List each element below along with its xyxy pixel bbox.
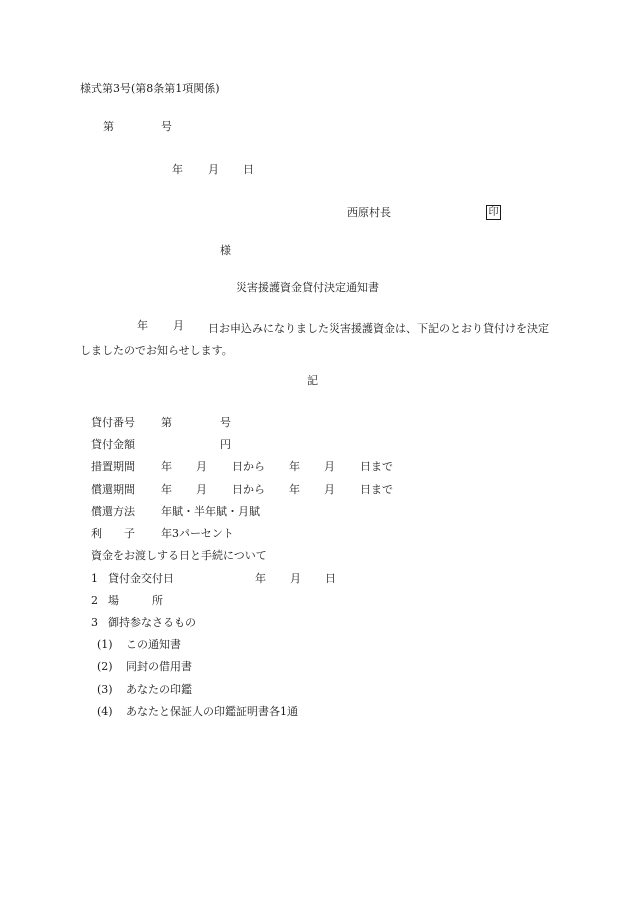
item1-label: 貸付金交付日 (108, 572, 174, 585)
item2-label: 場 所 (108, 594, 163, 607)
loan-number-label: 貸付番号 (91, 416, 135, 429)
item3-num: 3 (91, 616, 98, 629)
form-label: 様式第3号(第8条第1項関係) (80, 82, 220, 95)
repay-m1: 月 (196, 483, 207, 496)
item1-num: 1 (91, 572, 98, 585)
document-title: 災害援護資金貸付決定通知書 (236, 281, 379, 294)
interest-value: 年3パーセント (161, 527, 234, 540)
repay-d2: 日まで (360, 483, 393, 496)
sub4-text: あなたと保証人の印鑑証明書各1通 (126, 705, 298, 718)
grace-y2: 年 (289, 460, 300, 473)
number-prefix: 第 (103, 120, 114, 133)
loan-amount-unit: 円 (220, 438, 231, 451)
item1-year: 年 (255, 572, 266, 585)
intro-text: 日お申込みになりました災害援護資金は、下記のとおり貸付けを決定しましたのでお知らせします。 (80, 322, 549, 357)
grace-m1: 月 (196, 460, 207, 473)
repay-method-value: 年賦・半年賦・月賦 (161, 505, 260, 518)
sub3-num: (3) (97, 683, 113, 696)
grace-m2: 月 (324, 460, 335, 473)
sub3-text: あなたの印鑑 (126, 683, 192, 696)
repay-period-label: 償還期間 (91, 483, 135, 496)
repay-y2: 年 (289, 483, 300, 496)
ki-heading: 記 (307, 374, 318, 387)
sub1-text: この通知書 (126, 638, 181, 651)
seal-mark: 印 (486, 205, 501, 220)
repay-m2: 月 (324, 483, 335, 496)
interest-label: 利 子 (91, 527, 135, 540)
loan-amount-label: 貸付金額 (91, 438, 135, 451)
repay-y1: 年 (161, 483, 172, 496)
number-suffix: 号 (161, 120, 172, 133)
sub1-num: (1) (97, 638, 113, 651)
item2-num: 2 (91, 594, 98, 607)
grace-y1: 年 (161, 460, 172, 473)
loan-number-prefix: 第 (161, 416, 172, 429)
intro-month: 月 (173, 319, 184, 332)
grace-d2: 日まで (360, 460, 393, 473)
repay-d1: 日から (232, 483, 265, 496)
sub4-num: (4) (97, 705, 113, 718)
repay-method-label: 償還方法 (91, 505, 135, 518)
item1-month: 月 (290, 572, 301, 585)
intro-year: 年 (137, 319, 148, 332)
item3-label: 御持参なさるもの (108, 616, 196, 629)
loan-number-suffix: 号 (220, 416, 231, 429)
date-year: 年 (172, 163, 183, 176)
procedure-heading: 資金をお渡しする日と手続について (91, 549, 267, 562)
item1-day: 日 (325, 572, 336, 585)
issuer-name: 西原村長 (347, 206, 391, 219)
recipient-honorific: 様 (220, 244, 231, 257)
date-day: 日 (243, 163, 254, 176)
grace-d1: 日から (232, 460, 265, 473)
sub2-text: 同封の借用書 (126, 660, 192, 673)
sub2-num: (2) (97, 660, 113, 673)
date-month: 月 (208, 163, 219, 176)
grace-period-label: 措置期間 (91, 460, 135, 473)
